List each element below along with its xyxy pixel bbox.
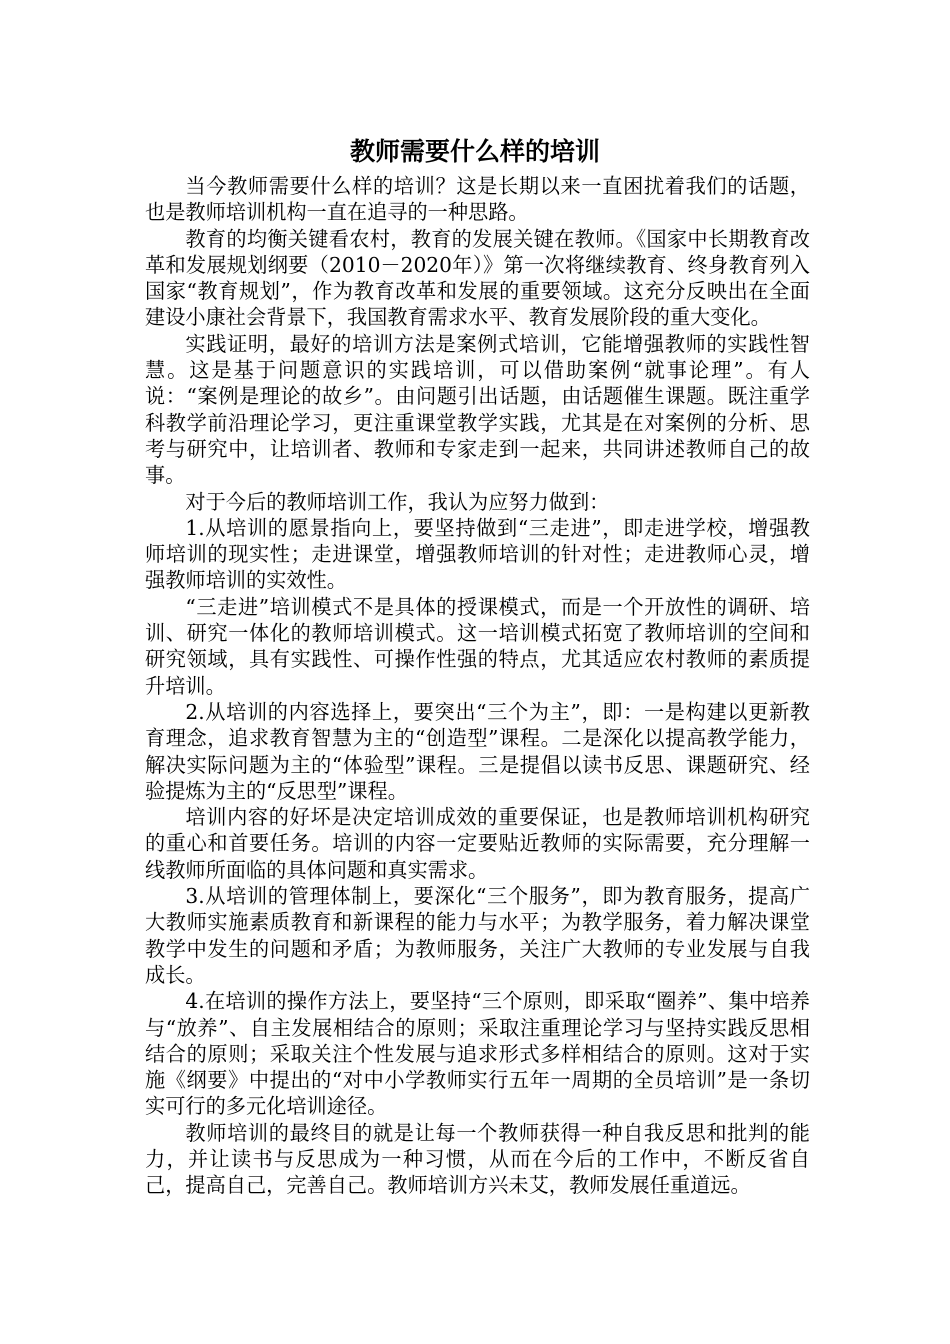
- paragraph: 教师培训的最终目的就是让每一个教师获得一种自我反思和批判的能力，并让读书与反思成为一种习惯，从而在今后的工作中，不断反省自己，提高自己，完善自己。教师培训方兴未艾，教师发展任重道远。: [145, 1120, 810, 1198]
- paragraph: 3.从培训的管理体制上，要深化“三个服务”，即为教育服务，提高广大教师实施素质教育和新课程的能力与水平；为教学服务，着力解决课堂教学中发生的问题和矛盾；为教师服务，关注广大教师的专业发展与自我成长。: [145, 884, 810, 987]
- paragraph: 当今教师需要什么样的培训？这是长期以来一直困扰着我们的话题，也是教师培训机构一直在追寻的一种思路。: [145, 174, 810, 225]
- paragraph: 对于今后的教师培训工作，我认为应努力做到：: [185, 489, 610, 514]
- paragraph: 4.在培训的操作方法上，要坚持“三个原则，即采取“圈养”、集中培养与“放养”、自主发展相结合的原则；采取注重理论学习与坚持实践反思相结合的原则；采取关注个性发展与追求形式多样相结合的原则。这对于实施《纲要》中提出的“对中小学教师实行五年一周期的全员培训”是一条切实可行的多元化培训途径。: [145, 989, 810, 1119]
- page-title: 教师需要什么样的培训: [349, 137, 600, 166]
- document-body: [145, 173, 810, 1199]
- paragraph: “三走进”培训模式不是具体的授课模式，而是一个开放性的调研、培训、研究一体化的教师培训模式。这一培训模式拓宽了教师培训的空间和研究领域，具有实践性、可操作性强的特点，尤其适应农村教师的素质提升培训。: [145, 594, 810, 698]
- paragraph: 培训内容的好坏是决定培训成效的重要保证，也是教师培训机构研究的重心和首要任务。培训的内容一定要贴近教师的实际需要，充分理解一线教师所面临的具体问题和真实需求。: [145, 805, 810, 882]
- paragraph: 2.从培训的内容选择上，要突出“三个为主”，即：一是构建以更新教育理念，追求教育智慧为主的“创造型”课程。二是深化以提高教学能力，解决实际问题为主的“体验型”课程。三是提倡以读书反思、课题研究、经验提炼为主的“反思型”课程。: [145, 699, 810, 803]
- paragraph: 1.从培训的愿景指向上，要坚持做到“三走进”，即走进学校，增强教师培训的现实性；走进课堂，增强教师培训的针对性；走进教师心灵，增强教师培训的实效性。: [145, 515, 810, 593]
- paragraph: 教育的均衡关键看农村，教育的发展关键在教师。《国家中长期教育改革和发展规划纲要（2010－2020年）》第一次将继续教育、终身教育列入国家“教育规划”，作为教育改革和发展的重要领域。这充分反映出在全面建设小康社会背景下，我国教育需求水平、教育发展阶段的重大变化。: [145, 226, 810, 330]
- paragraph: 实践证明，最好的培训方法是案例式培训，它能增强教师的实践性智慧。这是基于问题意识的实践培训，可以借助案例“就事论理”。有人说：“案例是理论的故乡”。由问题引出话题，由话题催生课题。既注重学科教学前沿理论学习，更注重课堂教学实践，尤其是在对案例的分析、思考与研究中，让培训者、教师和专家走到一起来，共同讲述教师自己的故事。: [145, 331, 810, 488]
